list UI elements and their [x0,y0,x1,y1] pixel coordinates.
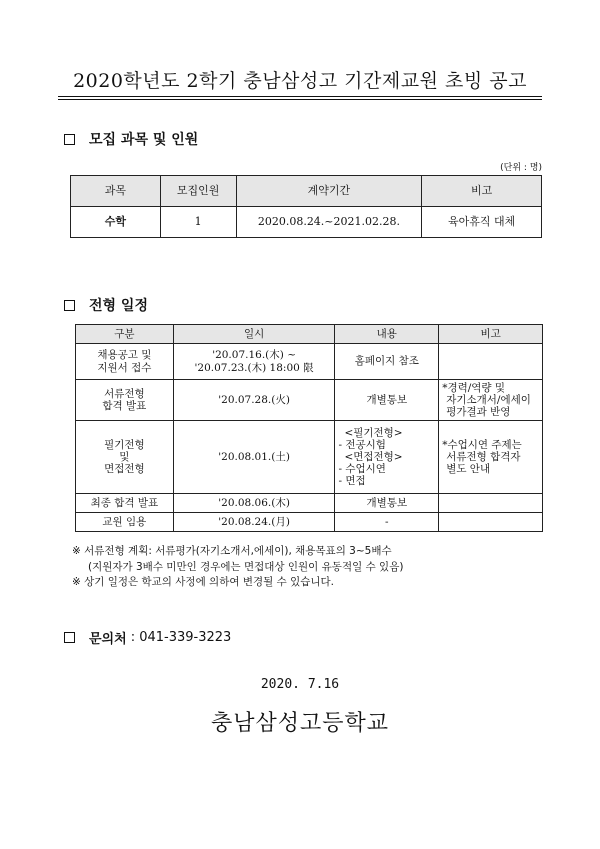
section-recruitment-heading: 모집 과목 및 인원 [89,132,199,148]
issue-date: 2020. 7.16 [260,677,340,692]
cell-remarks [439,513,543,532]
table-row [76,380,543,421]
header-contract-period: 계약기간 [236,176,422,207]
cell-remarks [439,494,543,513]
header-datetime: 일시 [173,325,335,344]
line: 개별통보 [366,393,408,406]
cell-content [335,421,439,494]
cell-datetime [173,344,335,380]
line: '20.07.16.(木) ~ [212,349,296,362]
header-remarks: 비고 [422,176,542,207]
section-schedule-heading: 전형 일정 [89,298,148,314]
line: 필기전형 [104,438,145,451]
header-subject: 과목 [71,176,161,207]
note-line: ※ 상기 일정은 학교의 사정에 의하여 변경될 수 있습니다. [72,576,334,588]
line: 평가결과 반영 [446,406,511,419]
line: '20.08.01.(土) [218,450,290,463]
checkbox-icon [64,134,75,145]
cell-content: 개별통보 [335,494,439,513]
cell-contract-period: 2020.08.24.~2021.02.28. [236,207,422,238]
note-line: ※ 서류전형 계획: 서류평가(자기소개서,에세이), 채용목표의 3~5배수 [72,545,392,557]
line: 합격 발표 [102,400,147,412]
checkbox-icon [64,632,75,643]
cell-datetime: '20.08.24.(月) [173,513,335,532]
line: - 전공시험 [338,438,386,451]
header-remarks: 비고 [439,325,543,344]
unit-label: (단위 : 명) [500,163,542,173]
cell-category [76,344,174,380]
cell-content [335,344,439,380]
cell-content: - [335,513,439,532]
cell-datetime [173,380,335,421]
table-row [76,494,543,513]
cell-datetime: '20.08.06.(木) [173,494,335,513]
title-underline-second [58,99,542,100]
table-row [76,344,543,380]
contact [64,628,231,647]
contact-label: 문의처 [89,632,127,647]
header-category: 구분 [76,325,174,344]
cell-count: 1 [160,207,236,238]
note-line: (지원자가 3배수 미만인 경우에는 면접대상 인원이 유동적일 수 있음) [88,560,404,573]
header-count: 모집인원 [160,176,236,207]
cell-remarks [439,344,543,380]
cell-remarks [439,421,543,494]
line: 지원서 접수 [97,361,152,374]
line: 별도 안내 [446,463,491,476]
cell-subject: 수학 [71,207,161,238]
recruitment-table [70,175,542,238]
line: - 면접 [338,475,366,488]
cell-category: 교원 임용 [76,513,174,532]
notes [72,544,403,591]
header-content: 내용 [335,325,439,344]
line: 자기소개서/에세이 [446,393,531,406]
checkbox-icon [64,300,75,311]
cell-category: 최종 합격 발표 [76,494,174,513]
line: <면접전형> [344,450,403,463]
title-underline [58,96,542,97]
line: - 수업시연 [338,463,386,476]
line: 홈페이지 참조 [354,355,419,368]
line: 면접전형 [104,463,145,476]
line: <필기전형> [344,426,403,439]
table-row [76,421,543,494]
contact-phone: : 041-339-3223 [130,630,232,645]
cell-content [335,380,439,421]
line: 서류전형 [104,387,145,400]
line: 서류전형 합격자 [446,450,521,463]
cell-remarks: 육아휴직 대체 [422,207,542,238]
schedule-table [75,324,543,532]
cell-category [76,380,174,421]
table-row [76,513,543,532]
document-title: 2020학년도 2학기 충남삼성고 기간제교원 초빙 공고 [73,70,527,92]
line: *수업시연 주제는 [442,438,522,451]
line: 및 [119,450,130,463]
cell-datetime [173,421,335,494]
line: 채용공고 및 [97,349,152,362]
line: *경력/역량 및 [442,381,506,394]
line: '20.07.28.(火) [218,393,290,406]
cell-category [76,421,174,494]
line: '20.07.23.(木) 18:00 限 [194,361,314,374]
section-recruitment [64,129,198,149]
cell-remarks [439,380,543,421]
section-schedule [64,295,148,315]
organization-name: 충남삼성고등학교 [210,711,390,736]
